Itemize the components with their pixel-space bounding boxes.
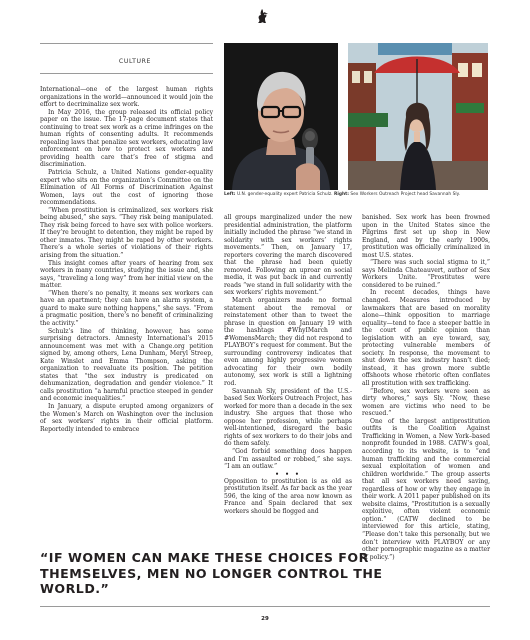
section-break: • • • [275,470,301,478]
paragraph: In May 2016, the group released its official policy paper on the issue. The 17-page document states that continuing to treat sex work as a crime infringes on the human rights of consenting adults. It recommends repealing laws that penalize sex workers, educating law enforcement on how to protect sex workers and providing health care that’s free of stigma and discrimination. [40,108,213,169]
paragraph: In January, a dispute erupted among organizers of the Women’s March on Washington over the inclusion of sex workers’ rights in their official platform. Reportedly intended to embrace [40,402,213,433]
paragraph: This insight comes after years of hearing from sex workers in many countries, studying the issue and, she says, “traveling a long way” from her initial view on the matter. [40,259,213,290]
article-column-2 [224,214,352,515]
paragraph: “When prostitution is criminalized, sex workers risk being abused,” she says. “They risk being manipulated. They risk being forced to have sex with police workers. If they’re brought to detention, they might be raped by other inmates. They might be raped by other workers. There’s a whole series of violations of their rights arising from the situation.” [40,206,213,260]
page-number: 29 [261,616,269,622]
paragraph: all groups marginalized under the new presidential administration, the platform initially included the phrase “we stand in solidarity with sex workers’ rights movements.” Then, on January 17, reporters covering the march discovered that the phrase had been quietly removed. Following an uproar on social media, it was put back in and currently reads “we stand in full solidarity with the sex workers’ rights movement.” [224,214,352,297]
section-rule [40,73,213,74]
footer-rule [40,606,490,607]
paragraph: “There was such social stigma to it,” says Melinda Chateauvert, author of Sex Workers Unite. “Prostitutes were considered to be ruined.” [362,259,490,289]
pull-quote: “IF WOMEN CAN MAKE THESE CHOICES FOR THEMSELVES, MEN NO LONGER CONTROL THE WORLD.” [40,550,383,597]
photo-savannah-sly [348,43,488,190]
section-label: CULTURE [118,58,152,65]
paragraph: banished. Sex work has been frowned upon in the United States since the Pilgrims first set up shop in New England, and by the early 1900s, prostitution was officially criminalized in most U.S. states. [362,214,490,259]
caption-right-label: Right: [333,192,349,197]
article-column-1 [40,86,213,433]
paragraph: In recent decades, things have changed. Measures introduced by lawmakers that are based on morality alone—think opposition to marriage equality—tend to face a steeper battle in the court of public opinion than legislation with an eye toward, say, protecting vulnerable members of society. In response, the movement to shut down the sex industry hasn’t died; instead, it has grown more subtle offshoots whose rhetoric often conflates all prostitution with sex trafficking. [362,289,490,388]
paragraph: Opposition to prostitution is as old as prostitution itself. As far back as the year 596, the king of the area now known as France and Spain declared that sex workers should be flogged and [224,477,352,515]
paragraph: Patricia Schulz, a United Nations gender-equality expert who sits on the organization’s Committee on the Elimination of All Forms of Discrimination Against Women, lays out the cost of ignoring those recommendations. [40,169,213,207]
header-rule [40,43,213,44]
caption-right-text: Sex Workers Outreach Project head Savannah Sly. [350,192,460,197]
photo-patricia-schulz [224,43,338,190]
playboy-rabbit-icon [255,8,269,24]
paragraph: International—one of the largest human rights organizations in the world—announced it would join the effort to decriminalize sex work. [40,86,213,109]
street-portrait-illustration [348,43,488,190]
portrait-illustration [224,43,338,190]
paragraph: Schulz’s line of thinking, however, has some surprising detractors. Amnesty International’s 2015 announcement was met with a Change.org petition signed by, among others, Lena Dunham, Meryl Streep, Kate Winslet and Emma Thompson, asking the organization to reevaluate its position. The petition states that “the sex industry is predicated on dehumanization, degradation and gender violence.” It calls prostitution “a harmful practice steeped in gender and economic inequalities.” [40,327,213,403]
paragraph: “Before, sex workers were seen as dirty whores,” says Sly. “Now, these women are victims who need to be rescued.” [362,387,490,418]
caption-left-text: U.N. gender-equality expert Patricia Schulz. [236,192,333,197]
paragraph: March organizers made no formal statement about the removal or reinstatement other than to tweet the phrase in question on January 19 with the hashtags #WhyIMarch and #WomensMarch; they did not respond to PLAYBOY’s request for comment. But the surrounding controversy indicates that even among highly progressive women advocating for their own bodily autonomy, sex work is still a lightning rod. [224,297,352,388]
paragraph: One of the largest antiprostitution outfits is the Coalition Against Trafficking in Women, a New York–based nonprofit founded in 1988. CATW’s goal, according to its website, is to “end human trafficking and the commercial sexual exploitation of women and children worldwide.” The group asserts that all sex workers need saving, regardless of how or why they engage in their work. A 2011 paper published on its website claims, “Prostitution is a sexually exploitive, often violent economic option.” (CATW declined to be interviewed for this article, stating, “Please don’t take this personally, but we don’t interview with PLAYBOY or any other pornographic magazine as a matter of policy.”) [362,417,491,561]
article-column-3 [362,214,490,561]
caption-left-label: Left: [224,192,236,197]
paragraph: “God forbid something does happen and I’m assaulted or robbed,” she says. “I am an outlaw.” [224,447,352,471]
paragraph: Savannah Sly, president of the U.S.-based Sex Workers Outreach Project, has worked for more than a decade in the sex industry. She argues that those who oppose her profession, while perhaps well-intentioned, disregard the basic rights of sex workers to do their jobs and do them safely. [224,387,352,448]
paragraph: “When there’s no penalty, it means sex workers can have an apartment; they can have an alarm system, a guard to make sure nothing happens,” she says. “From a pragmatic position, there’s no benefit of criminalizing the activity.” [40,289,213,327]
photo-caption [224,192,488,198]
